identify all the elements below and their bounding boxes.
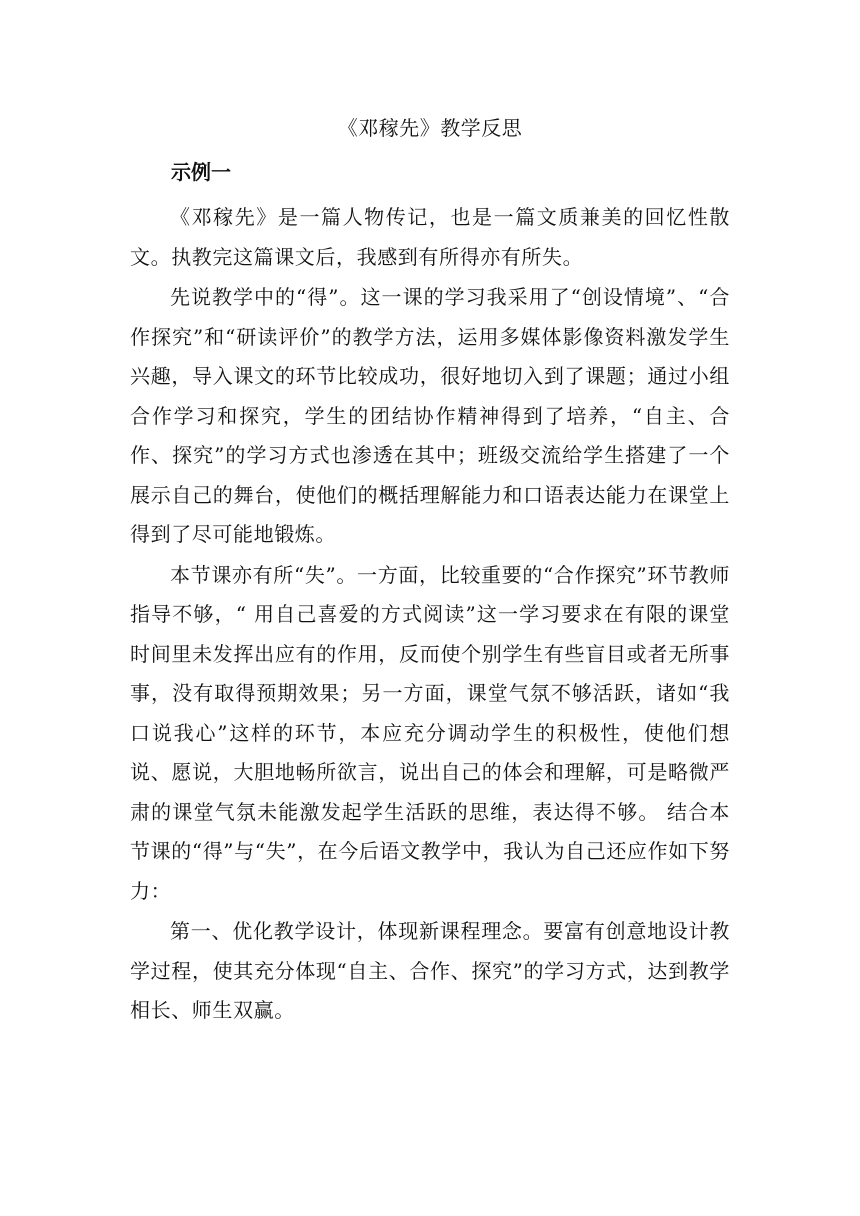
paragraph-improvement-1: 第一、优化教学设计，体现新课程理念。要富有创意地设计教学过程，使其充分体现“自主、合作、探究”的学习方式，达到教学相长、师生双赢。 — [130, 919, 730, 1022]
paragraph-gains: 先说教学中的“得”。这一课的学习我采用了“创设情境”、“合作探究”和“研读评价”的教学方法，运用多媒体影像资料激发学生兴趣，导入课文的环节比较成功，很好地切入到了课题；通过小组合作学习和探究，学生的团结协作精神得到了培养，“自主、合作、探究”的学习方式也渗透在其中；班级交流给学生搭建了一个展示自己的舞台，使他们的概括理解能力和口语表达能力在课堂上得到了尽可能地锻炼。 — [130, 285, 730, 546]
document-body — [130, 198, 730, 1032]
section-heading: 示例一 — [171, 160, 231, 184]
paragraph-intro: 《邓稼先》是一篇人物传记，也是一篇文质兼美的回忆性散文。执教完这篇课文后，我感到有所得亦有所失。 — [130, 205, 730, 269]
paragraph-losses: 本节课亦有所“失”。一方面，比较重要的“合作探究”环节教师指导不够，“ 用自己喜爱的方式阅读”这一学习要求在有限的课堂时间里未发挥出应有的作用，反而使个别学生有些盲目或者无所事事，没有取得预期效果；另一方面，课堂气氛不够活跃，诸如“我口说我心”这样的环节，本应充分调动学生的积极性，使他们想说、愿说，大胆地畅所欲言，说出自己的体会和理解，可是略微严肃的课堂气氛未能激发起学生活跃的思维，表达得不够。 结合本节课的“得”与“失”，在今后语文教学中，我认为自己还应作如下努力： — [130, 562, 730, 903]
document-title: 《邓稼先》教学反思 — [337, 116, 523, 140]
